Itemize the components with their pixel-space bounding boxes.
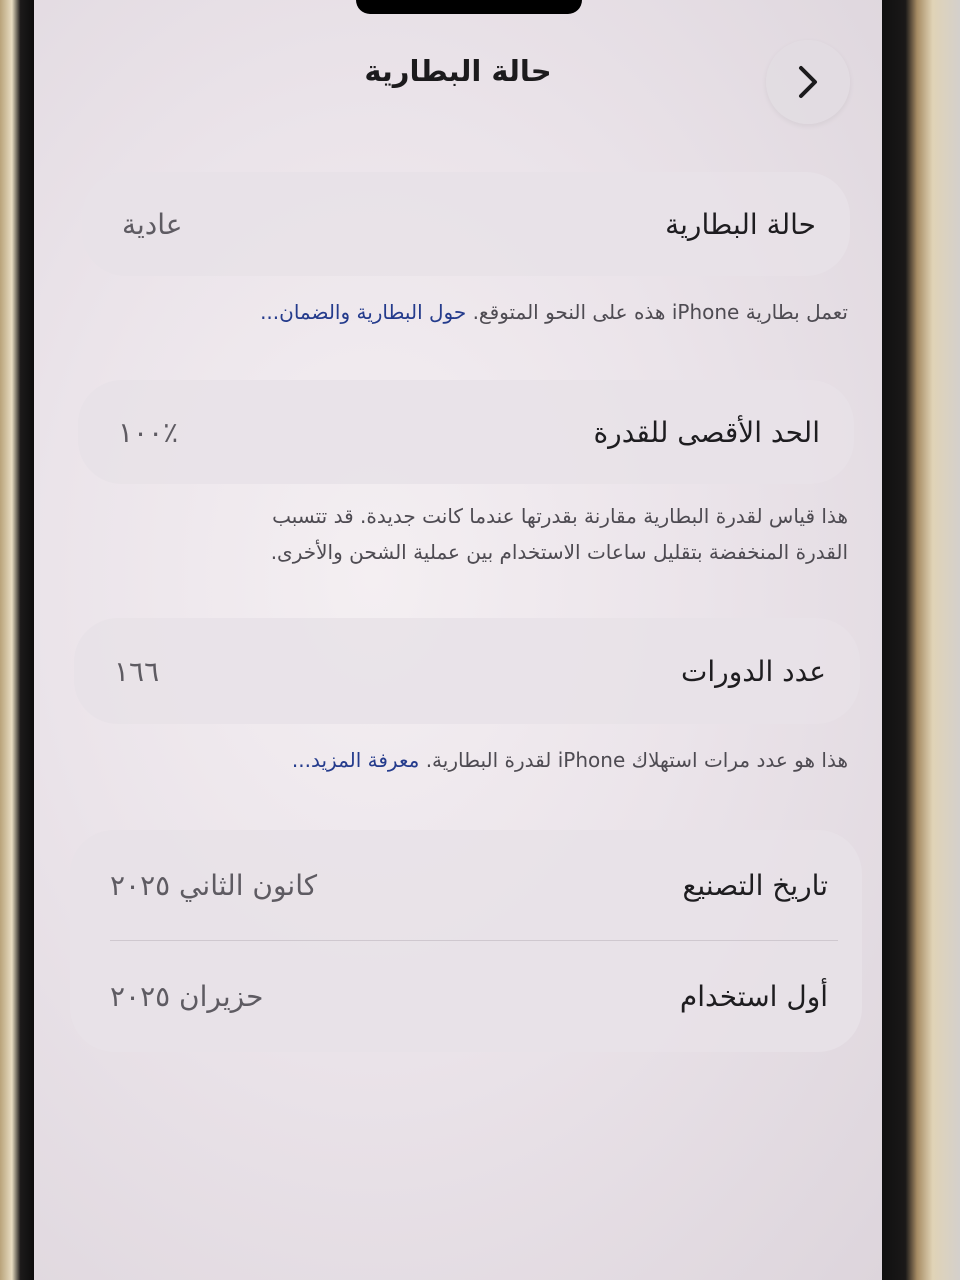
maximum-capacity-value: ٪١٠٠ xyxy=(118,415,179,449)
phone-bezel-left xyxy=(0,0,34,1280)
battery-warranty-link[interactable]: حول البطارية والضمان... xyxy=(260,300,467,324)
maximum-capacity-card xyxy=(78,380,854,484)
manufacture-date-label: تاريخ التصنيع xyxy=(682,868,828,902)
learn-more-link[interactable]: معرفة المزيد... xyxy=(291,748,420,772)
maximum-capacity-row xyxy=(78,380,854,484)
phone-bezel-right xyxy=(882,0,960,1280)
capacity-note-line-1: هذا قياس لقدرة البطارية مقارنة بقدرتها عندما كانت جديدة. قد تتسبب xyxy=(272,504,848,528)
condition-note-text: تعمل بطارية iPhone هذه على النحو المتوقع. xyxy=(472,300,848,324)
dynamic-island xyxy=(356,0,582,14)
first-use-label: أول استخدام xyxy=(679,979,828,1013)
chevron-icon xyxy=(793,64,823,100)
battery-condition-label: حالة البطارية xyxy=(665,207,816,241)
battery-condition-row[interactable] xyxy=(82,172,850,276)
cycle-count-card xyxy=(74,618,860,724)
cycle-footnote xyxy=(292,742,848,778)
cycle-count-label: عدد الدورات xyxy=(681,654,826,688)
battery-condition-value: عادية xyxy=(122,207,183,241)
battery-condition-card xyxy=(82,172,850,276)
capacity-footnote xyxy=(271,498,848,570)
condition-footnote xyxy=(260,294,848,330)
maximum-capacity-label: الحد الأقصى للقدرة xyxy=(593,415,820,449)
battery-health-screen xyxy=(34,0,882,1280)
first-use-value: حزيران ٢٠٢٥ xyxy=(110,979,264,1013)
cycle-count-row xyxy=(74,618,860,724)
cycle-count-value: ١٦٦ xyxy=(114,654,160,688)
manufacture-date-value: كانون الثاني ٢٠٢٥ xyxy=(110,868,318,902)
page-title: حالة البطارية xyxy=(364,54,552,88)
first-use-row xyxy=(70,941,862,1051)
dates-card xyxy=(70,830,862,1052)
manufacture-date-row xyxy=(70,830,862,940)
cycle-note-text: هذا هو عدد مرات استهلاك iPhone لقدرة البطارية. xyxy=(425,748,848,772)
capacity-note-line-2: القدرة المنخفضة بتقليل ساعات الاستخدام بين عملية الشحن والأخرى. xyxy=(270,540,848,564)
back-button[interactable] xyxy=(766,40,850,124)
